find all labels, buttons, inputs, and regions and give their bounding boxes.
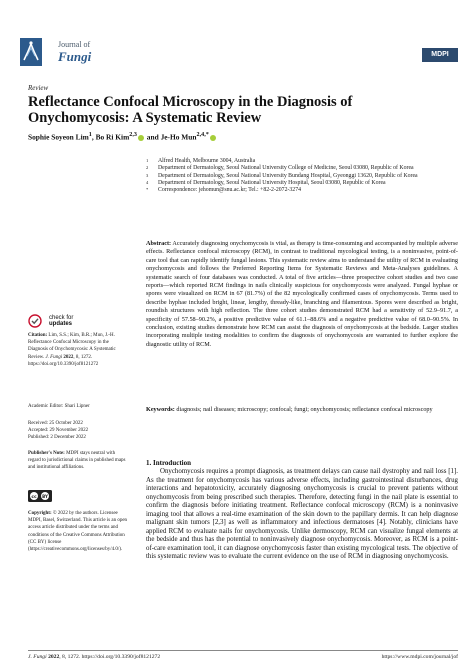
author-separator: and xyxy=(144,132,161,142)
affiliation-text: Department of Dermatology, Seoul National University College of Medicine, Seoul 03080, Republic of Korea xyxy=(158,165,414,172)
author-separator: , xyxy=(91,132,96,142)
copyright-text: © 2022 by the authors. Licensee MDPI, Basel, Switzerland. This article is an open access article distributed under the terms and conditions of the Creative Commons Attribution (CC BY) license (https://creativecommons.org/licenses/by/4.0/). xyxy=(28,511,128,553)
received-date: Received: 25 October 2022 xyxy=(28,421,83,426)
journal-title: Fungi xyxy=(58,49,92,64)
journal-name xyxy=(58,40,91,64)
author-name: Sophie Soyeon Lim xyxy=(28,132,89,142)
footer-journal-link[interactable]: https://www.mdpi.com/journal/jof xyxy=(381,654,458,660)
affiliation-number: 2 xyxy=(146,165,149,171)
intro-paragraph xyxy=(146,468,458,562)
article-title: Reflectance Confocal Microscopy in the Diagnosis of Onychomycosis: A Systematic Review xyxy=(28,94,353,126)
abstract-text: Accurately diagnosing onychomycosis is vital, as therapy is time-consuming and accompanied by multiple adverse effects. Reflectance confocal microscopy (RCM), in contrast to traditional mycological testing, is a noninvasive, point-of-care tool that can rapidly identify fungal lesions. This systematic review aims to understand the utility of RCM in evaluating onychomycosis and follows the Preferred Reporting Items for Systematic Reviews and Meta-Analyses guidelines. A systematic search of four databases was conducted. A total of five articles—three prospective cohort studies and two case reports—which reported RCM findings in nails clinically suspicious for onychomycosis were analyzed. Fungal hyphae or spores were visualized on RCM in 67 (81.7%) of the 82 mycologically confirmed cases of onychomycosis. Terms used to describe hyphae included bright, linear, lengthy, thready-like, branching and filamentous. Spores were described as bright, roundish structures with high reflection. The three cohort studies demonstrated RCM had a sensitivity of 52.9–91.7, a specificity of 57.58–90.2%, a positive predictive value of 61.1–88.6% and a negative predictive value of 68.0–90.5%. In conclusion, existing studies demonstrate how RCM can assist the diagnosis of onychomycosis at the bedside. Larger studies incorporating multiple testing modalities to confirm the diagnosis of onychomycosis are warranted to further explore the diagnostic utility of RCM. xyxy=(146,240,458,348)
affiliation-item xyxy=(146,180,456,187)
footer-year: 2022 xyxy=(48,654,60,660)
orcid-icon[interactable] xyxy=(138,135,144,141)
journal-of-label: Journal of xyxy=(58,40,91,49)
author-affil: 1 xyxy=(88,132,92,138)
accepted-date: Accepted: 29 November 2022 xyxy=(28,428,89,434)
cc-label: cc xyxy=(31,495,37,500)
check-for-updates-icon xyxy=(28,314,42,328)
journal-logo-icon xyxy=(20,38,42,66)
orcid-icon[interactable] xyxy=(210,135,216,141)
author-affil: 2,3 xyxy=(129,132,137,138)
pubnote-label: Publisher's Note: xyxy=(28,451,65,456)
creative-commons-icon[interactable] xyxy=(28,490,52,502)
citation-block xyxy=(28,332,128,368)
footer-journal: J. Fungi xyxy=(28,654,47,660)
publishers-note xyxy=(28,450,128,472)
affiliation-text: Department of Dermatology, Seoul National University Bundang Hospital, Gyeonggi 13620, Republic of Korea xyxy=(158,172,418,179)
footer-doi-link[interactable]: , 8, 1272. https://doi.org/10.3390/jof8121272 xyxy=(59,654,161,660)
affiliation-text: Department of Dermatology, Seoul National University Hospital, Seoul 03080, Republic of Korea xyxy=(158,179,386,186)
affiliations xyxy=(146,158,456,194)
affiliation-number: 3 xyxy=(146,172,149,178)
citation-label: Citation: xyxy=(28,333,48,338)
section-heading: 1. Introduction xyxy=(146,459,191,467)
citation-year: 2022 xyxy=(63,354,74,360)
author-name: Je-Ho Mun xyxy=(160,132,197,142)
citation-doi-link[interactable]: , 8, 1272. https://doi.org/10.3390/jof8121272 xyxy=(28,354,99,367)
article-type: Review xyxy=(28,84,49,92)
author-name: Bo Ri Kim xyxy=(95,132,130,142)
intro-text: Onychomycosis requires a prompt diagnosis, as treatment delays can cause nail dystrophy and nail loss [1]. As the treatment for onychomycosis has various adverse effects, including gastrointestinal disturbances, drug interactions and hepatotoxicity, accurately diagnosing onychomycosis is crucial to prevent patients without onychomycosis from being prescribed such therapies. Therefore, detecting fungi in the nail plate is essential to confirm the diagnosis before initiating treatment. Reflectance confocal microscopy (RCM) is a noninvasive imaging tool that allows a real-time examination of the skin down to the papillary dermis. It can help diagnose malignant skin tumors [2,3] as well as inflammatory and infectious dermatoses [4]. Notably, clinicians have applied RCM to evaluate nails for onychomycosis. Unlike dermoscopy, RCM can visualize fungal elements at the bedside and thus has the potential to noninvasively diagnose onychomycosis. Moreover, as RCM is a point-of-care examination tool, it can diagnose onychomycosis faster than existing mycological tests. The objective of this systematic review was to evaluate the current evidence on the use of RCM in diagnosing onychomycosis. xyxy=(146,468,458,560)
footer-divider xyxy=(28,650,458,651)
affiliation-item xyxy=(146,165,456,172)
academic-editor: Academic Editor: Shari Lipner xyxy=(28,404,90,409)
affiliation-number: * xyxy=(146,187,149,193)
by-label: BY xyxy=(42,494,48,499)
affiliation-text: Alfred Health, Melbourne 3004, Australia xyxy=(158,158,256,164)
publication-dates xyxy=(28,420,128,442)
published-date: Published: 2 December 2022 xyxy=(28,435,86,441)
check-line1: check for xyxy=(49,314,74,321)
check-for-updates-button[interactable] xyxy=(28,312,73,330)
abstract xyxy=(146,240,458,349)
correspondence xyxy=(146,187,456,194)
copyright-label: Copyright: xyxy=(28,511,52,516)
author-list xyxy=(28,132,448,141)
copyright-block xyxy=(28,510,128,553)
citation-text: Lim, S.S.; Kim, B.R.; Mun, J.-H. Reflectance Confocal Microscopy in the Diagnosis of Onychomycosis: A Systematic Review. xyxy=(28,333,116,360)
keywords-label: Keywords: xyxy=(146,406,175,413)
keywords xyxy=(146,406,458,414)
correspondence-text: Correspondence: jehomun@snu.ac.kr; Tel.: +82-2-2072-3274 xyxy=(158,187,302,194)
pubnote-text: MDPI stays neutral with regard to jurisdictional claims in published maps and institutional affiliations. xyxy=(28,451,126,471)
affiliation-item xyxy=(146,173,456,180)
abstract-label: Abstract: xyxy=(146,240,172,247)
affiliation-number: 1 xyxy=(146,158,149,163)
author-affil: 2,4,* xyxy=(196,132,209,138)
keywords-text: diagnosis; nail diseases; microscopy; confocal; fungi; onychomycosis; reflectance confocal microscopy xyxy=(176,406,433,413)
affiliation-number: 4 xyxy=(146,179,149,185)
check-for-updates-text xyxy=(49,315,73,328)
citation-journal: J. Fungi xyxy=(45,354,63,360)
check-line2: updates xyxy=(49,321,73,328)
publisher-logo: MDPI xyxy=(422,48,458,62)
footer-citation xyxy=(28,654,160,660)
